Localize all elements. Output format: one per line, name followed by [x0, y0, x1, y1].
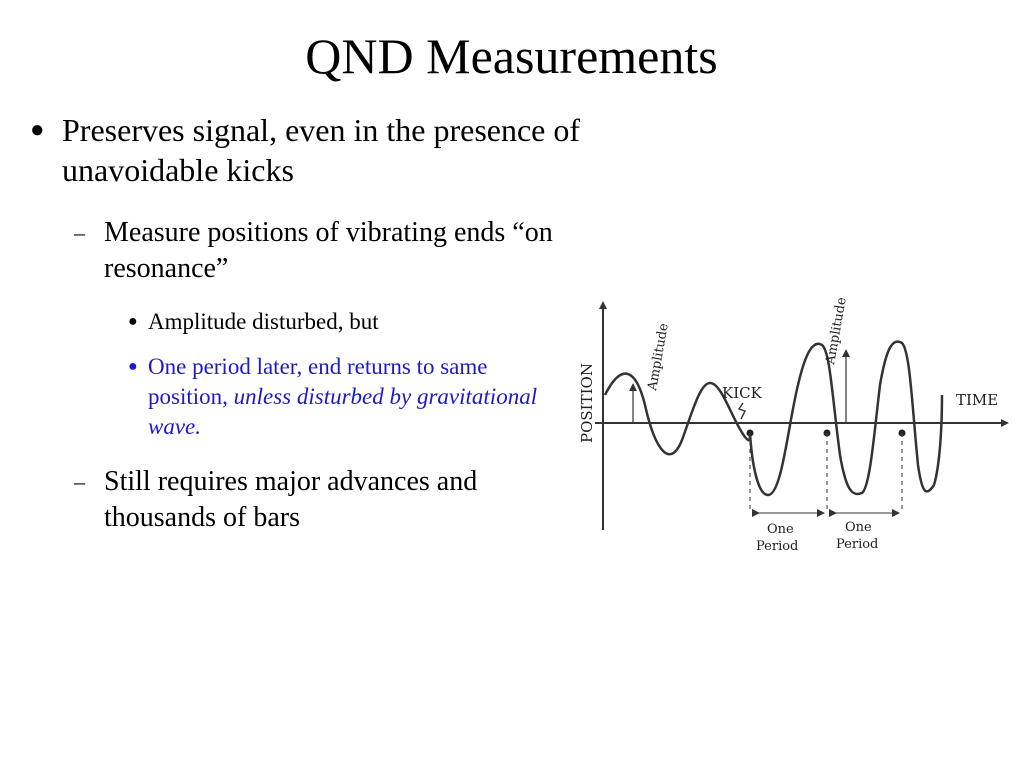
dash-marker: – [74, 469, 85, 494]
period-label-1-period: Period [756, 539, 799, 554]
subbullet-text: Measure positions of vibrating ends “on resonance” [104, 217, 553, 284]
position-axis-label: POSITION [578, 363, 596, 443]
subsubbullet-text: Amplitude disturbed, but [148, 309, 379, 334]
amplitude-label-right: Amplitude [823, 296, 850, 366]
slide-title: QND Measurements [305, 28, 718, 84]
bullet-marker: ● [128, 358, 138, 375]
period-label-2-period: Period [836, 537, 879, 552]
kick-lightning [739, 403, 745, 419]
dash-marker: – [74, 220, 85, 245]
resonance-diagram [570, 265, 1010, 565]
subsubbullet-text [148, 352, 548, 442]
subbullet-text: Still requires major advances and thousands of bars [104, 466, 478, 533]
bullet-text: Preserves signal, even in the presence of unavoidable kicks [62, 112, 581, 188]
plain-text: One period later, end returns to same position, [148, 354, 488, 409]
time-axis-label: TIME [956, 391, 999, 409]
italic-text: unless disturbed by gravitational wave. [148, 384, 538, 439]
kick-label: KICK [722, 384, 762, 402]
bullet-marker: ● [128, 313, 138, 330]
amplitude-label-left: Amplitude [645, 322, 672, 392]
bullet-marker: ● [30, 117, 45, 143]
period-label-2-one: One [845, 520, 872, 535]
period-label-1-one: One [767, 522, 794, 537]
